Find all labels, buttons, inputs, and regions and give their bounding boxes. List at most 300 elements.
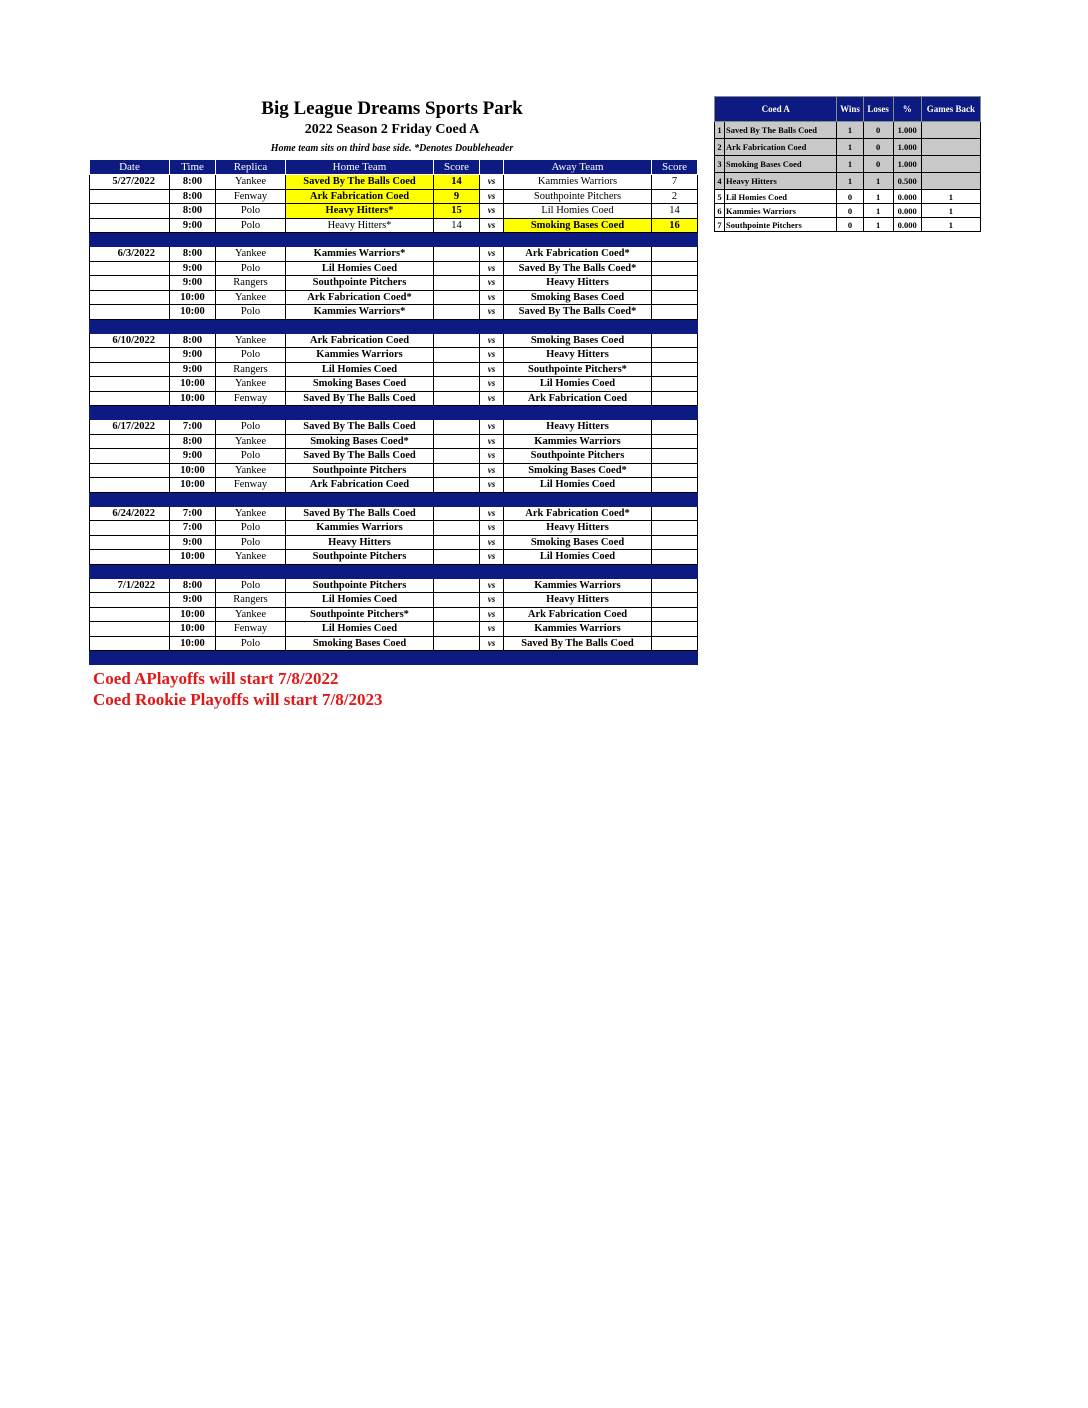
away-score — [652, 420, 698, 435]
home-score: 9 — [434, 189, 480, 204]
standings-team: Saved By The Balls Coed — [725, 122, 837, 139]
standings-rank: 3 — [715, 156, 725, 173]
game-time: 7:00 — [170, 521, 216, 536]
schedule-table — [89, 159, 698, 665]
game-replica: Yankee — [216, 463, 286, 478]
separator-cell — [480, 492, 504, 506]
game-time: 9:00 — [170, 535, 216, 550]
home-score: 14 — [434, 175, 480, 190]
away-team: Smoking Bases Coed — [504, 218, 652, 233]
away-team: Smoking Bases Coed — [504, 290, 652, 305]
game-date — [90, 550, 170, 565]
away-score — [652, 550, 698, 565]
away-team: Smoking Bases Coed — [504, 333, 652, 348]
week-separator-row — [90, 492, 698, 506]
game-time: 8:00 — [170, 333, 216, 348]
game-time: 7:00 — [170, 420, 216, 435]
game-time: 8:00 — [170, 204, 216, 219]
separator-cell — [170, 319, 216, 333]
schedule-header-row — [90, 160, 698, 175]
away-team: Southpointe Pitchers — [504, 189, 652, 204]
game-date — [90, 478, 170, 493]
home-team: Southpointe Pitchers — [286, 463, 434, 478]
game-date — [90, 593, 170, 608]
separator-cell — [216, 233, 286, 247]
home-team-note: Home team sits on third base side. *Denotes Doubleheader — [270, 143, 514, 154]
home-score — [434, 622, 480, 637]
separator-cell — [652, 492, 698, 506]
game-date — [90, 535, 170, 550]
separator-cell — [504, 319, 652, 333]
home-score — [434, 290, 480, 305]
game-time: 9:00 — [170, 218, 216, 233]
separator-cell — [90, 319, 170, 333]
game-replica: Polo — [216, 218, 286, 233]
away-score — [652, 478, 698, 493]
game-time: 10:00 — [170, 391, 216, 406]
standings-row — [715, 156, 981, 173]
game-replica: Rangers — [216, 362, 286, 377]
away-score: 7 — [652, 175, 698, 190]
standings-pct: 0.000 — [893, 190, 921, 204]
game-time: 9:00 — [170, 593, 216, 608]
game-replica: Fenway — [216, 622, 286, 637]
standings-team: Ark Fabrication Coed — [725, 139, 837, 156]
home-score — [434, 550, 480, 565]
vs-label: vs — [480, 348, 504, 363]
vs-label: vs — [480, 607, 504, 622]
col-header-away-score: Score — [652, 160, 698, 175]
standings-games-back — [921, 156, 980, 173]
home-score — [434, 535, 480, 550]
separator-cell — [216, 492, 286, 506]
separator-cell — [286, 651, 434, 665]
standings-rank: 2 — [715, 139, 725, 156]
standings-row — [715, 139, 981, 156]
away-score — [652, 377, 698, 392]
separator-cell — [652, 564, 698, 578]
away-score — [652, 348, 698, 363]
table-row — [90, 290, 698, 305]
standings-row — [715, 190, 981, 204]
standings-header-games-back: Games Back — [921, 97, 980, 122]
separator-cell — [434, 406, 480, 420]
game-time: 10:00 — [170, 290, 216, 305]
game-replica: Polo — [216, 521, 286, 536]
separator-cell — [170, 492, 216, 506]
col-header-away-team: Away Team — [504, 160, 652, 175]
game-time: 8:00 — [170, 247, 216, 262]
separator-cell — [170, 564, 216, 578]
away-score — [652, 391, 698, 406]
vs-label: vs — [480, 276, 504, 291]
home-team: Southpointe Pitchers — [286, 578, 434, 593]
away-score — [652, 434, 698, 449]
schedule-body — [90, 175, 698, 665]
table-row — [90, 218, 698, 233]
vs-label: vs — [480, 362, 504, 377]
away-team: Lil Homies Coed — [504, 204, 652, 219]
home-team: Heavy Hitters* — [286, 218, 434, 233]
home-score — [434, 521, 480, 536]
standings-row — [715, 204, 981, 218]
standings-rank: 5 — [715, 190, 725, 204]
standings-games-back: 1 — [921, 190, 980, 204]
standings-team: Lil Homies Coed — [725, 190, 837, 204]
standings-pct: 1.000 — [893, 139, 921, 156]
home-score — [434, 593, 480, 608]
table-row — [90, 622, 698, 637]
standings-wins: 1 — [837, 122, 863, 139]
table-row — [90, 578, 698, 593]
game-date — [90, 261, 170, 276]
col-header-home-team: Home Team — [286, 160, 434, 175]
playoffs-note-coed-a: Coed APlayoffs will start 7/8/2022 — [93, 669, 339, 688]
game-time: 10:00 — [170, 463, 216, 478]
game-time: 10:00 — [170, 305, 216, 320]
game-time: 7:00 — [170, 506, 216, 521]
separator-cell — [90, 651, 170, 665]
table-row — [90, 391, 698, 406]
game-time: 9:00 — [170, 348, 216, 363]
standings-pct: 1.000 — [893, 156, 921, 173]
standings-row — [715, 218, 981, 232]
away-team: Southpointe Pitchers* — [504, 362, 652, 377]
standings-wins: 0 — [837, 204, 863, 218]
standings-games-back — [921, 173, 980, 190]
game-replica: Yankee — [216, 377, 286, 392]
standings-row — [715, 173, 981, 190]
separator-cell — [286, 406, 434, 420]
week-separator-row — [90, 319, 698, 333]
game-date — [90, 362, 170, 377]
separator-cell — [286, 319, 434, 333]
game-date — [90, 218, 170, 233]
game-replica: Yankee — [216, 175, 286, 190]
home-team: Kammies Warriors* — [286, 247, 434, 262]
game-date — [90, 290, 170, 305]
game-replica: Yankee — [216, 550, 286, 565]
game-replica: Polo — [216, 348, 286, 363]
home-score — [434, 377, 480, 392]
home-score — [434, 305, 480, 320]
separator-cell — [434, 492, 480, 506]
col-header-date: Date — [90, 160, 170, 175]
game-replica: Polo — [216, 261, 286, 276]
game-time: 10:00 — [170, 478, 216, 493]
game-replica: Fenway — [216, 391, 286, 406]
standings-wins: 0 — [837, 190, 863, 204]
table-row — [90, 449, 698, 464]
game-date — [90, 607, 170, 622]
game-date — [90, 377, 170, 392]
standings-header-wins: Wins — [837, 97, 863, 122]
game-replica: Yankee — [216, 506, 286, 521]
game-replica: Fenway — [216, 478, 286, 493]
game-date: 7/1/2022 — [90, 578, 170, 593]
away-score — [652, 333, 698, 348]
game-date — [90, 348, 170, 363]
table-row — [90, 636, 698, 651]
home-score — [434, 391, 480, 406]
separator-cell — [90, 564, 170, 578]
standings-loses: 1 — [863, 204, 893, 218]
vs-label: vs — [480, 377, 504, 392]
game-date — [90, 305, 170, 320]
standings-body — [715, 122, 981, 232]
game-time: 9:00 — [170, 362, 216, 377]
away-team: Heavy Hitters — [504, 276, 652, 291]
standings-loses: 1 — [863, 218, 893, 232]
separator-cell — [286, 564, 434, 578]
game-time: 10:00 — [170, 377, 216, 392]
game-replica: Polo — [216, 535, 286, 550]
home-score — [434, 636, 480, 651]
vs-label: vs — [480, 478, 504, 493]
standings-team: Kammies Warriors — [725, 204, 837, 218]
standings-team: Heavy Hitters — [725, 173, 837, 190]
away-score — [652, 521, 698, 536]
standings-loses: 1 — [863, 173, 893, 190]
home-team: Smoking Bases Coed — [286, 636, 434, 651]
home-score — [434, 362, 480, 377]
home-team: Saved By The Balls Coed — [286, 420, 434, 435]
separator-cell — [286, 233, 434, 247]
away-score — [652, 636, 698, 651]
home-team: Lil Homies Coed — [286, 622, 434, 637]
game-replica: Polo — [216, 449, 286, 464]
away-score — [652, 449, 698, 464]
away-team: Saved By The Balls Coed* — [504, 305, 652, 320]
separator-cell — [504, 564, 652, 578]
vs-label: vs — [480, 463, 504, 478]
away-score — [652, 607, 698, 622]
home-score — [434, 261, 480, 276]
vs-label: vs — [480, 175, 504, 190]
separator-cell — [216, 564, 286, 578]
away-score — [652, 261, 698, 276]
standings-loses: 0 — [863, 122, 893, 139]
game-time: 10:00 — [170, 550, 216, 565]
game-date — [90, 622, 170, 637]
vs-label: vs — [480, 305, 504, 320]
separator-cell — [504, 492, 652, 506]
table-row — [90, 434, 698, 449]
home-team: Southpointe Pitchers — [286, 276, 434, 291]
separator-cell — [90, 233, 170, 247]
table-row — [90, 175, 698, 190]
vs-label: vs — [480, 290, 504, 305]
separator-cell — [170, 651, 216, 665]
game-replica: Fenway — [216, 189, 286, 204]
game-date — [90, 521, 170, 536]
away-team: Heavy Hitters — [504, 348, 652, 363]
separator-cell — [286, 492, 434, 506]
table-row — [90, 478, 698, 493]
home-score — [434, 478, 480, 493]
standings-loses: 0 — [863, 139, 893, 156]
separator-cell — [216, 319, 286, 333]
away-score — [652, 506, 698, 521]
game-date: 6/24/2022 — [90, 506, 170, 521]
home-team: Ark Fabrication Coed — [286, 478, 434, 493]
game-replica: Yankee — [216, 290, 286, 305]
standings-games-back — [921, 122, 980, 139]
home-score — [434, 578, 480, 593]
home-score — [434, 506, 480, 521]
separator-cell — [480, 651, 504, 665]
vs-label: vs — [480, 391, 504, 406]
vs-label: vs — [480, 247, 504, 262]
game-time: 9:00 — [170, 261, 216, 276]
vs-label: vs — [480, 578, 504, 593]
separator-cell — [652, 233, 698, 247]
away-team: Smoking Bases Coed — [504, 535, 652, 550]
col-header-vs — [480, 160, 504, 175]
home-team: Ark Fabrication Coed — [286, 333, 434, 348]
table-row — [90, 420, 698, 435]
game-date — [90, 449, 170, 464]
home-team: Lil Homies Coed — [286, 593, 434, 608]
away-score — [652, 578, 698, 593]
vs-label: vs — [480, 506, 504, 521]
separator-cell — [652, 406, 698, 420]
home-score — [434, 247, 480, 262]
away-team: Lil Homies Coed — [504, 478, 652, 493]
game-date — [90, 636, 170, 651]
vs-label: vs — [480, 261, 504, 276]
game-date — [90, 391, 170, 406]
table-row — [90, 333, 698, 348]
vs-label: vs — [480, 449, 504, 464]
game-time: 9:00 — [170, 449, 216, 464]
standings-row — [715, 122, 981, 139]
standings-header-pct: % — [893, 97, 921, 122]
home-score — [434, 463, 480, 478]
game-replica: Polo — [216, 305, 286, 320]
game-replica: Yankee — [216, 607, 286, 622]
table-row — [90, 521, 698, 536]
away-team: Ark Fabrication Coed* — [504, 506, 652, 521]
table-row — [90, 463, 698, 478]
game-replica: Yankee — [216, 434, 286, 449]
vs-label: vs — [480, 622, 504, 637]
separator-cell — [480, 564, 504, 578]
away-score — [652, 463, 698, 478]
game-replica: Rangers — [216, 276, 286, 291]
vs-label: vs — [480, 550, 504, 565]
table-row — [90, 593, 698, 608]
standings-games-back — [921, 139, 980, 156]
separator-cell — [170, 233, 216, 247]
home-team: Heavy Hitters* — [286, 204, 434, 219]
game-date: 6/17/2022 — [90, 420, 170, 435]
away-team: Lil Homies Coed — [504, 377, 652, 392]
home-team: Ark Fabrication Coed — [286, 189, 434, 204]
home-team: Saved By The Balls Coed — [286, 391, 434, 406]
away-team: Ark Fabrication Coed — [504, 391, 652, 406]
away-team: Lil Homies Coed — [504, 550, 652, 565]
page-title: Big League Dreams Sports Park — [261, 98, 523, 119]
game-date — [90, 276, 170, 291]
separator-cell — [480, 319, 504, 333]
game-date: 6/3/2022 — [90, 247, 170, 262]
standings-pct: 0.000 — [893, 204, 921, 218]
standings-pct: 0.000 — [893, 218, 921, 232]
away-team: Kammies Warriors — [504, 175, 652, 190]
standings-wins: 0 — [837, 218, 863, 232]
separator-cell — [216, 406, 286, 420]
home-score — [434, 449, 480, 464]
home-score — [434, 420, 480, 435]
vs-label: vs — [480, 535, 504, 550]
away-score — [652, 535, 698, 550]
page-subtitle: 2022 Season 2 Friday Coed A — [304, 122, 480, 137]
game-time: 8:00 — [170, 189, 216, 204]
home-team: Ark Fabrication Coed* — [286, 290, 434, 305]
game-replica: Polo — [216, 636, 286, 651]
game-time: 8:00 — [170, 434, 216, 449]
away-score — [652, 247, 698, 262]
vs-label: vs — [480, 420, 504, 435]
table-row — [90, 506, 698, 521]
table-row — [90, 247, 698, 262]
table-row — [90, 550, 698, 565]
table-row — [90, 204, 698, 219]
col-header-time: Time — [170, 160, 216, 175]
table-row — [90, 305, 698, 320]
game-date: 5/27/2022 — [90, 175, 170, 190]
home-team: Saved By The Balls Coed — [286, 449, 434, 464]
vs-label: vs — [480, 204, 504, 219]
table-row — [90, 535, 698, 550]
home-team: Smoking Bases Coed* — [286, 434, 434, 449]
vs-label: vs — [480, 434, 504, 449]
away-team: Ark Fabrication Coed — [504, 607, 652, 622]
away-team: Heavy Hitters — [504, 521, 652, 536]
away-team: Saved By The Balls Coed* — [504, 261, 652, 276]
table-row — [90, 276, 698, 291]
standings-games-back: 1 — [921, 204, 980, 218]
table-row — [90, 189, 698, 204]
away-score — [652, 362, 698, 377]
standings-header-division: Coed A — [715, 97, 837, 122]
separator-cell — [434, 319, 480, 333]
home-score: 15 — [434, 204, 480, 219]
away-team: Heavy Hitters — [504, 420, 652, 435]
vs-label: vs — [480, 593, 504, 608]
game-time: 10:00 — [170, 607, 216, 622]
standings-header-row — [715, 97, 981, 122]
week-separator-row — [90, 651, 698, 665]
away-team: Saved By The Balls Coed — [504, 636, 652, 651]
home-team: Kammies Warriors* — [286, 305, 434, 320]
week-separator-row — [90, 406, 698, 420]
away-team: Southpointe Pitchers — [504, 449, 652, 464]
game-date: 6/10/2022 — [90, 333, 170, 348]
separator-cell — [504, 233, 652, 247]
game-time: 9:00 — [170, 276, 216, 291]
home-score — [434, 348, 480, 363]
separator-cell — [170, 406, 216, 420]
standings-wins: 1 — [837, 139, 863, 156]
away-team: Kammies Warriors — [504, 622, 652, 637]
home-score — [434, 333, 480, 348]
game-date — [90, 434, 170, 449]
separator-cell — [480, 406, 504, 420]
away-team: Heavy Hitters — [504, 593, 652, 608]
playoffs-note-coed-rookie: Coed Rookie Playoffs will start 7/8/2023 — [93, 690, 383, 709]
